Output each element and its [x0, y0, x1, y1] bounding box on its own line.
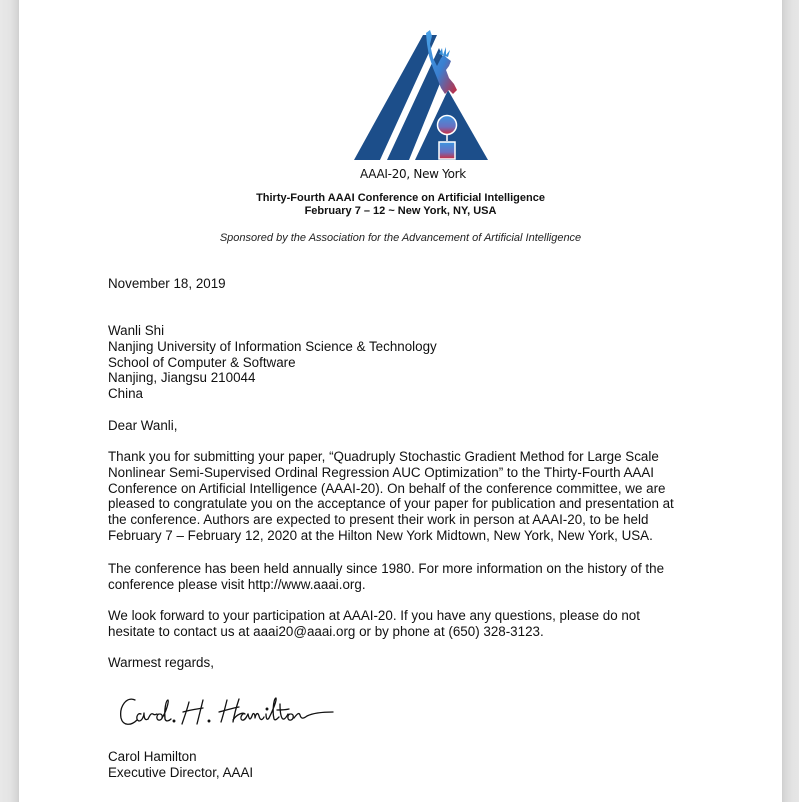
viewer-margin-right — [782, 0, 799, 802]
closing: Warmest regards, — [108, 655, 214, 670]
signature-icon — [117, 690, 357, 735]
recipient-city: Nanjing, Jiangsu 210044 — [108, 370, 256, 385]
salutation: Dear Wanli, — [108, 418, 178, 433]
letter-date: November 18, 2019 — [108, 276, 226, 291]
paragraph-line: the conference. Authors are expected to present their work in person at AAAI-20, to be held — [108, 512, 649, 527]
signer-name: Carol Hamilton — [108, 749, 197, 764]
logo-caption: AAAI-20, New York — [360, 167, 466, 181]
aaai-triangle-statue-icon — [333, 28, 493, 168]
paragraph-line: conference please visit http://www.aaai.org. — [108, 577, 366, 592]
signer-title: Executive Director, AAAI — [108, 765, 254, 780]
paragraph-line: hesitate to contact us at aaai20@aaai.org or by phone at (650) 328-3123. — [108, 624, 544, 639]
handwritten-signature — [117, 690, 357, 735]
sponsor-line: Sponsored by the Association for the Advancement of Artificial Intelligence — [219, 232, 582, 244]
paragraph-line: Conference on Artificial Intelligence (AAAI-20). On behalf of the conference committee, we are — [108, 481, 666, 496]
paragraph-line: We look forward to your participation at AAAI-20. If you have any questions, please do not — [108, 608, 640, 623]
recipient-name: Wanli Shi — [108, 323, 165, 338]
recipient-institution: Nanjing University of Information Science & Technology — [108, 339, 437, 354]
paragraph-line: Thank you for submitting your paper, “Quadruply Stochastic Gradient Method for Large Scale — [108, 449, 659, 464]
paragraph-line: Nonlinear Semi-Supervised Ordinal Regression AUC Optimization” to the Thirty-Fourth AAAI — [108, 465, 655, 480]
viewer-margin-left — [0, 0, 19, 802]
document-page — [19, 0, 782, 802]
paragraph-line: pleased to congratulate you on the acceptance of your paper for publication and presentation at — [108, 496, 674, 511]
paragraph-line: The conference has been held annually since 1980. For more information on the history of the — [108, 561, 665, 576]
conference-title: Thirty-Fourth AAAI Conference on Artificial Intelligence — [256, 192, 545, 204]
paragraph-line: February 7 – February 12, 2020 at the Hilton New York Midtown, New York, New York, USA. — [108, 528, 653, 543]
recipient-department: School of Computer & Software — [108, 355, 296, 370]
aaai-20-logo — [333, 28, 493, 183]
recipient-country: China — [108, 386, 143, 401]
conference-dates: February 7 – 12 ~ New York, NY, USA — [304, 205, 497, 217]
